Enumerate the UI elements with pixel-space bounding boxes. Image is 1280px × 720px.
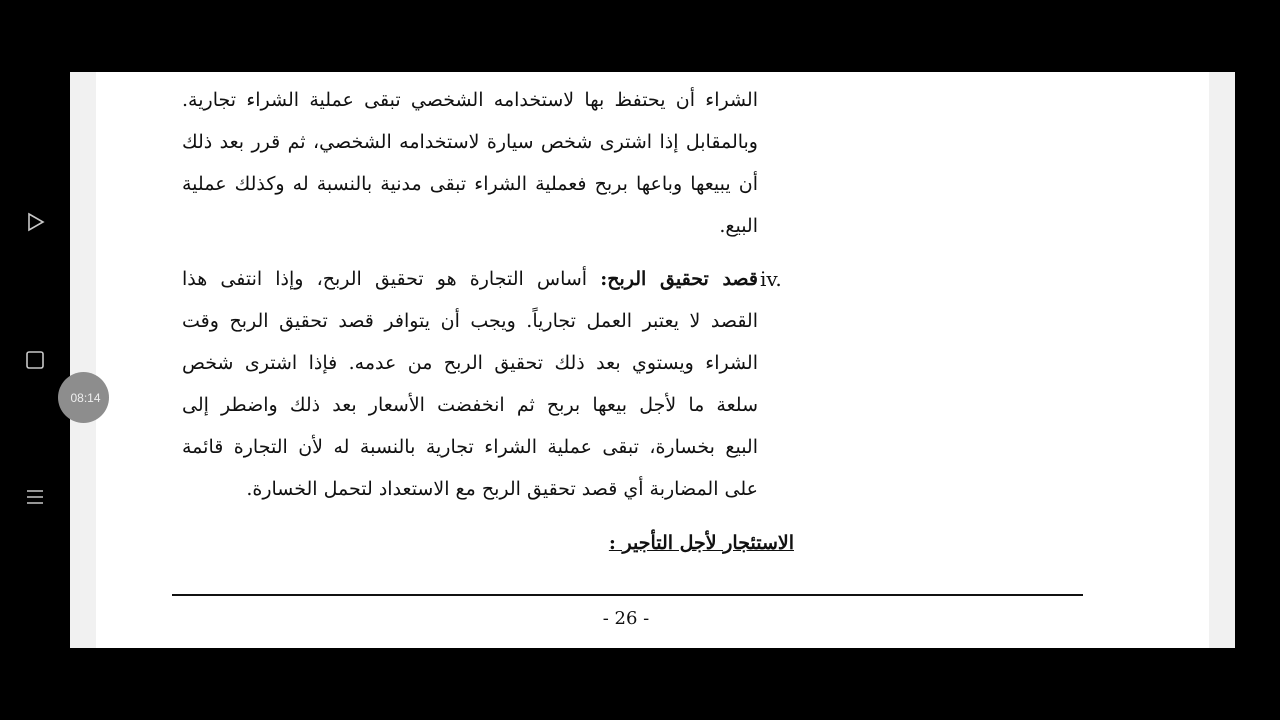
section-heading: الاستئجار لأجل التأجير : xyxy=(608,532,794,554)
footer-divider xyxy=(172,594,1083,596)
list-marker: iv. xyxy=(760,267,782,291)
document-page xyxy=(96,72,1209,648)
item-first-line xyxy=(182,258,758,300)
text-line: الشراء أن يحتفظ بها لاستخدامه الشخصي تبقى عملية الشراء تجارية. xyxy=(182,89,758,111)
play-icon[interactable] xyxy=(20,207,50,237)
page-number: - 26 - xyxy=(602,608,650,629)
item-first-line-text: أساس التجارة هو تحقيق الربح، وإذا انتفى هذا xyxy=(182,268,588,290)
text-line: سلعة ما لأجل بيعها بربح ثم انخفضت الأسعار بعد ذلك واضطر إلى xyxy=(182,394,758,416)
text-line: البيع. xyxy=(719,215,758,237)
stop-icon[interactable] xyxy=(20,345,50,375)
text-line: البيع بخسارة، تبقى عملية الشراء تجارية بالنسبة له لأن التجارة قائمة xyxy=(182,436,758,458)
time-badge[interactable] xyxy=(58,372,109,423)
text-line: على المضاربة أي قصد تحقيق الربح مع الاستعداد لتحمل الخسارة. xyxy=(246,478,758,500)
time-text: 08:14 xyxy=(70,390,101,405)
text-line: وبالمقابل إذا اشترى شخص سيارة لاستخدامه الشخصي، ثم قرر بعد ذلك xyxy=(182,131,758,153)
document-viewer[interactable] xyxy=(70,72,1235,648)
text-line: الشراء ويستوي بعد ذلك تحقيق الربح من عدمه. فإذا اشترى شخص xyxy=(182,352,758,374)
paragraph-2 xyxy=(182,258,758,510)
text-line: أن يبيعها وباعها بربح فعملية الشراء تبقى مدنية بالنسبة له وكذلك عملية xyxy=(182,173,758,195)
text-line: القصد لا يعتبر العمل تجارياً. ويجب أن يتوافر قصد تحقيق الربح وقت xyxy=(182,310,758,332)
item-title: قصد تحقيق الربح: xyxy=(600,268,758,290)
paragraph-1 xyxy=(182,79,758,247)
menu-icon[interactable] xyxy=(20,482,50,512)
